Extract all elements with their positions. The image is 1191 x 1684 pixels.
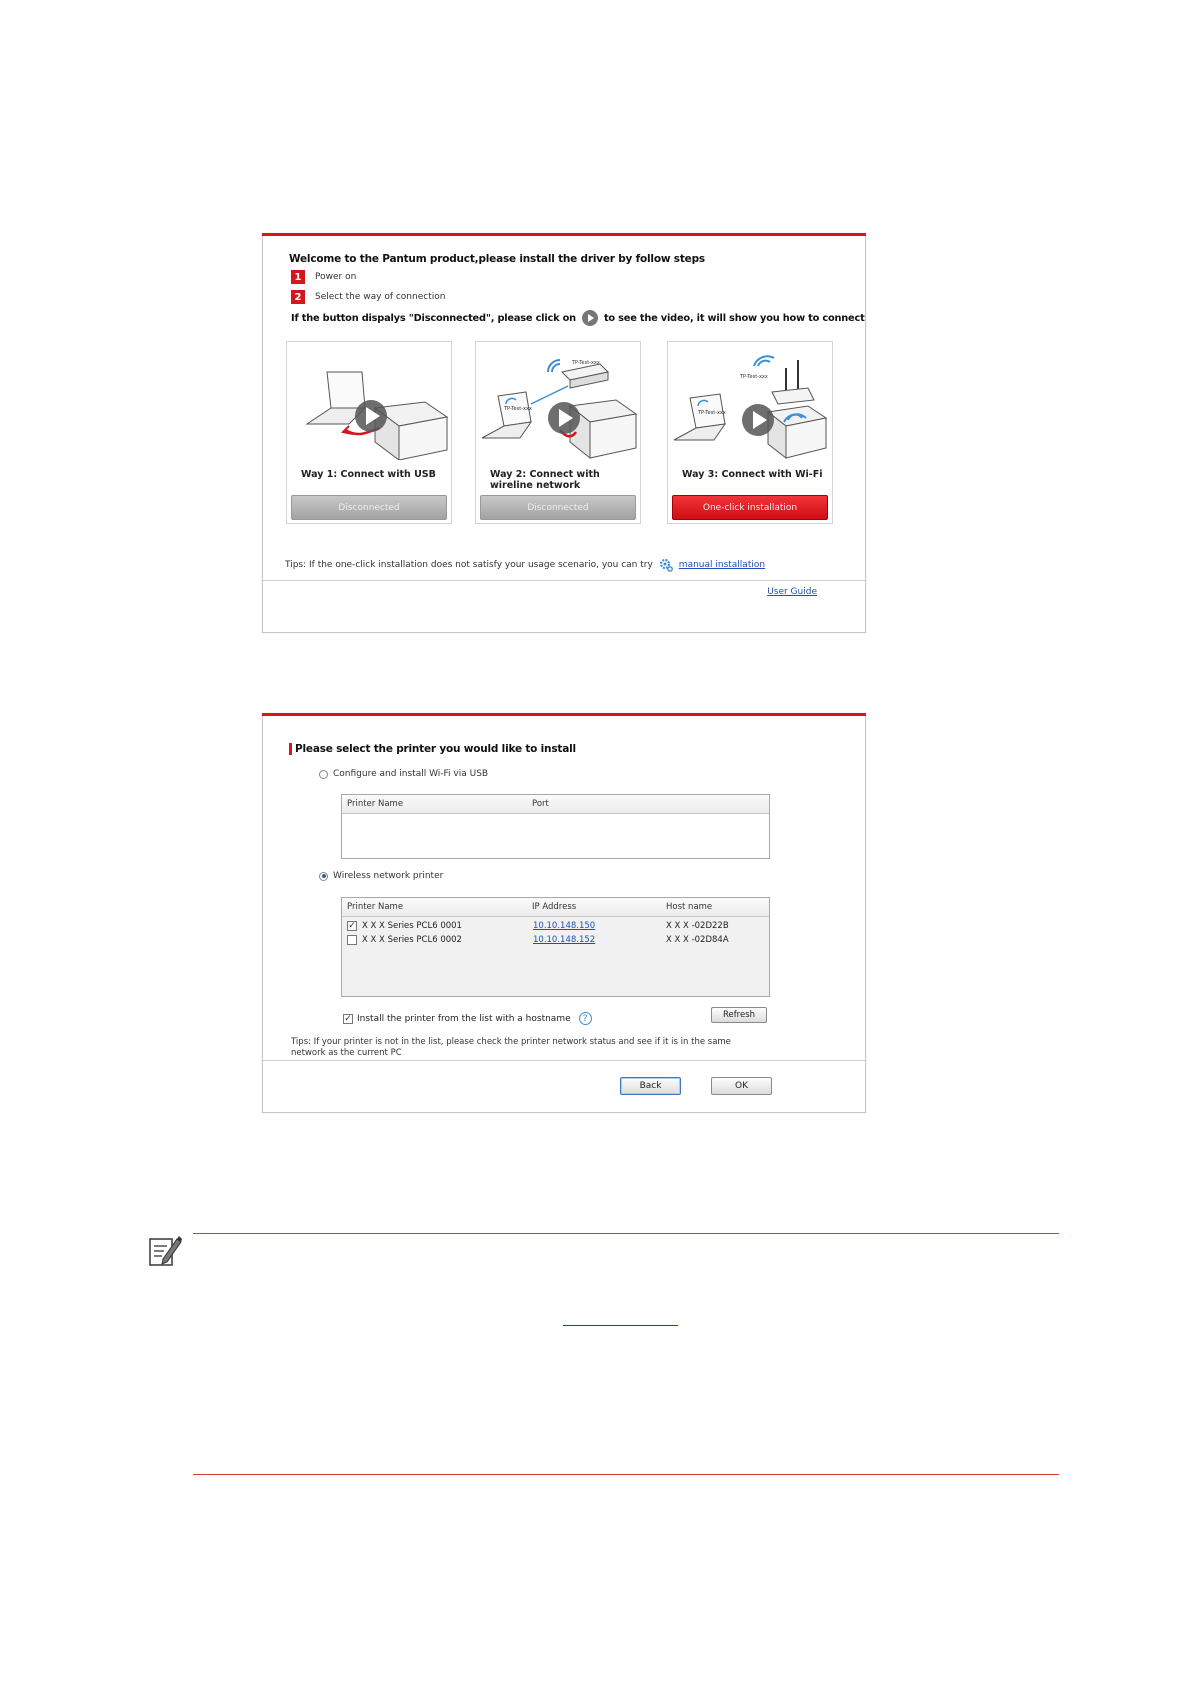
select-tips: Tips: If your printer is not in the list, please check the printer network status and see if it is in the same network as the current PC bbox=[291, 1037, 731, 1058]
printer-select-window bbox=[262, 713, 866, 1113]
wireless-printer-table[interactable] bbox=[341, 897, 770, 997]
note-bottom-rule bbox=[193, 1474, 1059, 1475]
ip-address[interactable]: 10.10.148.150 bbox=[533, 921, 596, 931]
usb-laptop-printer-illustration bbox=[287, 342, 451, 460]
table-header bbox=[342, 795, 769, 814]
install-method-window bbox=[262, 233, 866, 633]
column-header: Printer Name bbox=[347, 902, 404, 912]
column-header: IP Address bbox=[532, 902, 577, 912]
hint-text-after: to see the video, it will show you how to connect bbox=[603, 312, 865, 324]
router-label: TP-Test-xxx bbox=[740, 374, 768, 380]
host-name: X X X -02D84A bbox=[666, 935, 729, 945]
table-row[interactable] bbox=[346, 935, 766, 947]
video-hint bbox=[291, 310, 865, 326]
select-heading bbox=[289, 743, 576, 755]
wired-router-printer-illustration bbox=[476, 342, 640, 460]
disconnected-button-usb[interactable]: Disconnected bbox=[291, 495, 447, 520]
table-row[interactable] bbox=[346, 921, 766, 933]
play-icon[interactable] bbox=[582, 310, 598, 326]
hint-text-before: If the button dispalys "Disconnected", please click on bbox=[291, 312, 576, 324]
footer-divider bbox=[263, 1060, 865, 1061]
ip-address[interactable]: 10.10.148.152 bbox=[533, 935, 596, 945]
tips-text: Tips: If the one-click installation does not satisfy your usage scenario, you can try bbox=[285, 560, 653, 570]
gear-icon bbox=[659, 558, 673, 572]
column-header: Port bbox=[532, 799, 549, 809]
connection-card-usb[interactable] bbox=[286, 341, 452, 524]
laptop-label: TP-Test-xxx bbox=[504, 406, 532, 412]
row-checkbox[interactable] bbox=[347, 935, 357, 945]
wifi-router-printer-illustration bbox=[668, 342, 832, 460]
install-heading: Welcome to the Pantum product,please install the driver by follow steps bbox=[289, 253, 705, 265]
row-checkbox[interactable]: ✓ bbox=[348, 921, 356, 931]
install-hostname-checkbox[interactable]: ✓ bbox=[344, 1013, 352, 1024]
user-guide-link[interactable]: User Guide bbox=[767, 587, 817, 597]
usb-option[interactable] bbox=[319, 769, 488, 779]
note-link-underline bbox=[563, 1325, 678, 1326]
step-label: Power on bbox=[315, 272, 357, 282]
manual-installation-link[interactable]: manual installation bbox=[678, 560, 766, 570]
back-button[interactable]: Back bbox=[620, 1077, 681, 1095]
heading-marker bbox=[289, 743, 292, 755]
refresh-button[interactable]: Refresh bbox=[711, 1007, 767, 1023]
usb-printer-table[interactable] bbox=[341, 794, 770, 859]
footer-divider bbox=[263, 580, 865, 581]
help-icon[interactable]: ? bbox=[579, 1012, 592, 1025]
step-number-badge: 2 bbox=[291, 290, 305, 304]
laptop-label: TP-Test-xxx bbox=[698, 410, 726, 416]
one-click-installation-button[interactable]: One-click installation bbox=[672, 495, 828, 520]
printer-name: X X X Series PCL6 0001 bbox=[362, 921, 462, 931]
step-number-badge: 1 bbox=[291, 270, 305, 284]
step-select-connection bbox=[291, 290, 445, 304]
wireless-option-label: Wireless network printer bbox=[333, 871, 444, 881]
note-pencil-icon bbox=[147, 1233, 183, 1269]
ok-button[interactable]: OK bbox=[711, 1077, 772, 1095]
wireless-option-radio[interactable] bbox=[319, 872, 328, 881]
table-header bbox=[342, 898, 769, 917]
connection-card-wifi[interactable] bbox=[667, 341, 833, 524]
card-caption: Way 3: Connect with Wi-Fi bbox=[682, 469, 823, 480]
card-caption: Way 1: Connect with USB bbox=[301, 469, 436, 480]
select-heading-text: Please select the printer you would like to install bbox=[295, 743, 576, 755]
note-top-rule bbox=[193, 1233, 1059, 1234]
column-header: Host name bbox=[666, 902, 713, 912]
step-power-on bbox=[291, 270, 356, 284]
window-accent-bar bbox=[262, 713, 866, 716]
install-tips bbox=[285, 558, 765, 572]
printer-name: X X X Series PCL6 0002 bbox=[362, 935, 462, 945]
column-header: Printer Name bbox=[347, 799, 404, 809]
install-hostname-label: Install the printer from the list with a hostname bbox=[357, 1013, 571, 1024]
step-label: Select the way of connection bbox=[315, 292, 446, 302]
connection-card-wireline[interactable] bbox=[475, 341, 641, 524]
install-hostname-option[interactable] bbox=[343, 1012, 592, 1025]
host-name: X X X -02D22B bbox=[666, 921, 729, 931]
usb-option-label: Configure and install Wi-Fi via USB bbox=[333, 769, 489, 779]
usb-option-radio[interactable] bbox=[319, 770, 328, 779]
card-caption: Way 2: Connect with wireline network bbox=[490, 469, 600, 491]
router-label: TP-Test-xxx bbox=[572, 360, 600, 366]
wireless-option[interactable] bbox=[319, 871, 443, 881]
window-accent-bar bbox=[262, 233, 866, 236]
disconnected-button-wireline[interactable]: Disconnected bbox=[480, 495, 636, 520]
